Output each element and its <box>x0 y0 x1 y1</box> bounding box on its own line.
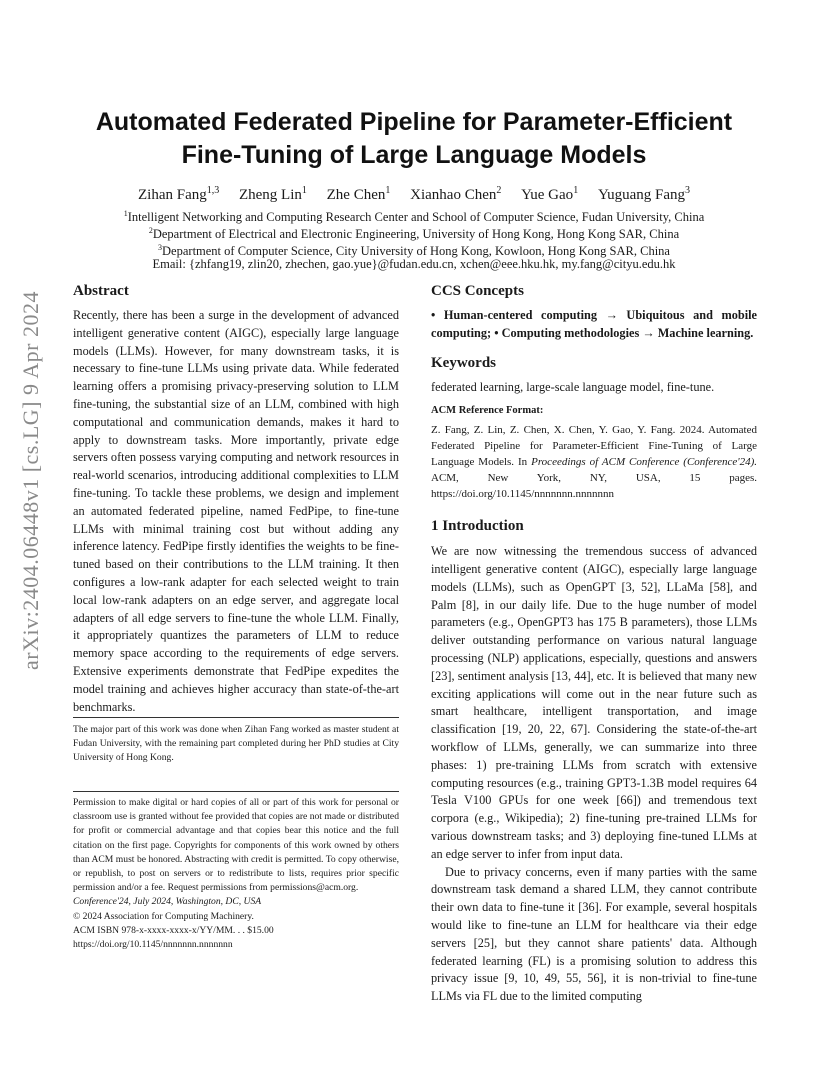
title-line-2: Fine-Tuning of Large Language Models <box>181 141 647 169</box>
ccs-heading: CCS Concepts <box>431 283 524 299</box>
author-list <box>60 185 768 204</box>
footnote: The major part of this work was done when Zihan Fang worked as master student at Fudan University, with the remaining part completed during her PhD studies at City University of Hong Kong. <box>73 724 399 764</box>
affiliation: $^2$Department of Electrical and Electronic Engineering, University of Hong Kong, Hong Kong SAR, China <box>148 226 680 242</box>
author: Zheng Lin$^1$ <box>238 185 307 203</box>
ccs-text: • Human-centered computing → Ubiquitous and mobile computing; • Computing methodologies → Machine learning. <box>431 308 757 340</box>
introduction-paragraph: We are now witnessing the tremendous success of advanced intelligent generative content (AIGC), especially large language models (LLMs), such as OpenGPT [3, 52], LLaMa [58], and Palm [8], in our daily life. Due to the huge number of model parameters (e.g., OpenGPT3 has 175 B parameters), those LLMs deliver outstanding performance on various natural language processing (NLP) applications, especially, questions and answers [23], sentiment analysis [13, 44], etc. It is believed that many new exciting applications will come out in the near future such as smart healthcare, intelligent transportation, and image classification [19, 20, 22, 67]. Considering the state-of-the-art workflow of LLMs, generally, we can summarize into three phases: 1) pre-training LLMs from scratch with extensive computing resources (e.g., training GPT3-1.3B model requires 64 Tesla V100 GPUs for one week [66]) and tremendous text corpora (e.g., Wikipedia); 2) fine-tuning pre-trained LLMs for various downstream tasks; and 3) deploying fine-tuned LLMs at an edge server to infer from input data. <box>431 544 757 861</box>
footnote-divider <box>73 717 399 718</box>
permission-block <box>73 796 399 952</box>
keywords-text: federated learning, large-scale language model, fine-tune. <box>431 379 715 394</box>
permission-text: Permission to make digital or hard copies of all or part of this work for personal or classroom use is granted without fee provided that copies are not made or distributed for profit or commercial advantage and that copies bear this notice and the full citation on the first page. Copyrights for components of this work owned by others than ACM must be honored. Abstracting with credit is permitted. To copy otherwise, or republish, to post on servers or to redistribute to lists, requires prior specific permission and/or a fee. Request permissions from permissions@acm.org. <box>73 797 399 894</box>
keywords-heading: Keywords <box>431 354 496 371</box>
paper-title <box>60 106 768 172</box>
author: Xianhao Chen$^2$ <box>410 185 502 203</box>
introduction-paragraph: Due to privacy concerns, even if many parties with the same downstream task demand a shared LLM, they cannot contribute their own data to fine-tune it [36]. For example, several hospitals would like to fine-tune an LLM for healthcare via their edge servers [25], but they cannot share patients' data. Although federated learning (FL) is a promising solution to address this privacy issue [9, 10, 49, 55, 56], it is non-trivial to fine-tune LLMs via FL due to the limited computing <box>431 864 757 1004</box>
author: Zihan Fang$^{1,3}$ <box>137 185 220 203</box>
abstract-text: Recently, there has been a surge in the development of advanced intelligent generative content (AIGC), especially large language models (LLMs). However, for many downstream tasks, it is necessary to fine-tune LLMs using private data. While federated learning offers a promising privacy-preserving solution to LLM fine-tuning, the substantial size of an LLM, combined with high computational and communication demands, makes it hard to apply to downstream tasks. More importantly, private edge servers often possess varying computing and network resources in real-world scenarios, introducing additional complexities to LLM fine-tuning. To tackle these problems, we design and implement an automated federated pipeline, named FedPipe, to fine-tune LLMs with minimal training cost but without adding any inference latency. FedPipe firstly identifies the weights to be fine-tuned based on their contributions to the LLM training. It then configures a low-rank adapter for each selected weight to train local low-rank adapters on an edge server, and aggregate local adapters of all edge servers to fine-tune the whole LLM. Finally, it appropriately quantizes the parameters of LLM to reduce memory space according to the requirements of edge servers. Extensive experiments demonstrate that FedPipe expedites the model training and achieves higher accuracy than state-of-the-art benchmarks. <box>73 308 399 714</box>
doi-link[interactable]: https://doi.org/10.1145/nnnnnnn.nnnnnnn <box>73 939 233 951</box>
conference-info: Conference'24, July 2024, Washington, DC, USA <box>73 896 262 908</box>
acm-reference-text: Z. Fang, Z. Lin, Z. Chen, X. Chen, Y. Gao, Y. Fang. 2024. Automated Federated Pipeline for Parameter-Efficient Fine-Tuning of Large Language Models. In Proceedings of ACM Conference (Conference'24). ACM, New York, NY, USA, 15 pages. https://doi.org/10.1145/nnnnnnn.nnnnnnn <box>431 424 758 501</box>
arxiv-identifier[interactable]: arXiv:2404.06448v1 [cs.LG] 9 Apr 2024 <box>18 290 43 670</box>
email-line: Email: {zhfang19, zlin20, zhechen, gao.yue}@fudan.edu.cn, xchen@eee.hku.hk, my.fang@cityu.edu.hk <box>152 257 676 271</box>
abstract-heading: Abstract <box>73 283 129 299</box>
affiliation: $^3$Department of Computer Science, City University of Hong Kong, Kowloon, Hong Kong SAR, China <box>158 243 670 259</box>
title-line-1: Automated Federated Pipeline for Parameter-Efficient <box>95 108 733 136</box>
abstract-section <box>73 281 399 716</box>
author: Yuguang Fang$^3$ <box>597 185 691 203</box>
acm-reference-heading: ACM Reference Format: <box>431 405 544 417</box>
author: Yue Gao$^1$ <box>521 185 579 203</box>
right-column <box>431 281 757 1006</box>
isbn-line: ACM ISBN 978-x-xxxx-xxxx-x/YY/MM. . . $15.00 <box>73 924 274 936</box>
introduction-heading: 1 Introduction <box>431 518 524 535</box>
author: Zhe Chen$^1$ <box>326 185 391 203</box>
permission-divider <box>73 791 399 792</box>
affiliation: $^1$Intelligent Networking and Computing Research Center and School of Computer Science, Fudan University, China <box>123 209 705 225</box>
copyright-line: © 2024 Association for Computing Machinery. <box>73 910 254 922</box>
